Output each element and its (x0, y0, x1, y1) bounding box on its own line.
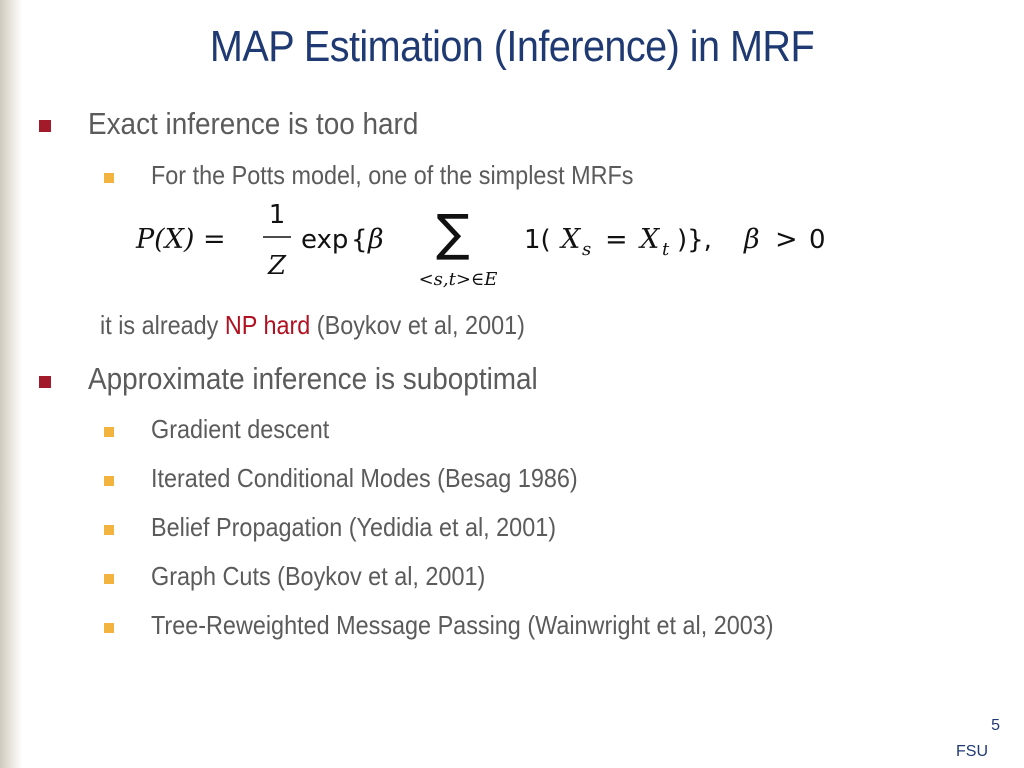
sub-bullet-icm: Iterated Conditional Modes (Besag 1986) (151, 463, 578, 493)
np-hard-line (100, 310, 525, 341)
equation-zero: 0 (809, 225, 826, 255)
sub-bullet-square-icon (104, 173, 114, 183)
bullet-approximate-inference: Approximate inference is suboptimal (88, 361, 538, 396)
equation-sum-subscript: <s,t>∈E (418, 269, 498, 290)
equation-sum-symbol: ∑ (436, 204, 470, 262)
np-hard-citation: (Boykov et al, 2001) (310, 310, 525, 340)
equation-indicator: 1( (524, 225, 551, 255)
equation-lhs: P(X) = (136, 224, 226, 255)
equation-beta: β (368, 224, 384, 255)
equation-fraction-numerator: 1 (268, 200, 286, 230)
equation-beta-2: β (744, 224, 760, 255)
sub-bullet-square-icon (104, 476, 114, 486)
sub-bullet-potts-model: For the Potts model, one of the simplest MRFs (151, 160, 634, 190)
equation-exp: exp (301, 225, 349, 255)
potts-model-equation (130, 196, 850, 296)
equation-equals: = (605, 224, 628, 255)
equation-open-brace: { (351, 225, 368, 255)
equation-xs-subscript: s (582, 239, 592, 260)
equation-xs: X (561, 224, 581, 255)
slide-left-gradient-band (0, 0, 22, 768)
bullet-square-icon (39, 120, 51, 132)
slide-title: MAP Estimation (Inference) in MRF (209, 22, 815, 71)
sub-bullet-square-icon (104, 623, 114, 633)
sub-bullet-trw: Tree-Reweighted Message Passing (Wainwright et al, 2003) (151, 610, 774, 640)
sub-bullet-square-icon (104, 525, 114, 535)
footer-institution: FSU (956, 743, 988, 760)
equation-xt: X (640, 224, 660, 255)
sub-bullet-belief-propagation: Belief Propagation (Yedidia et al, 2001) (151, 512, 557, 542)
np-hard-emphasis: NP hard (224, 310, 311, 340)
sub-bullet-graph-cuts: Graph Cuts (Boykov et al, 2001) (151, 561, 486, 591)
equation-close: )}, (677, 225, 712, 255)
bullet-exact-inference: Exact inference is too hard (88, 106, 419, 141)
equation-xt-subscript: t (662, 239, 670, 260)
sub-bullet-gradient-descent: Gradient descent (151, 414, 330, 444)
equation-greater-than: > (775, 224, 798, 255)
sub-bullet-square-icon (104, 427, 114, 437)
equation-fraction-denominator: Z (267, 251, 287, 281)
bullet-square-icon (39, 376, 51, 388)
sub-bullet-square-icon (104, 574, 114, 584)
slide-number: 5 (991, 717, 1000, 734)
np-hard-prefix: it is already (100, 310, 225, 340)
